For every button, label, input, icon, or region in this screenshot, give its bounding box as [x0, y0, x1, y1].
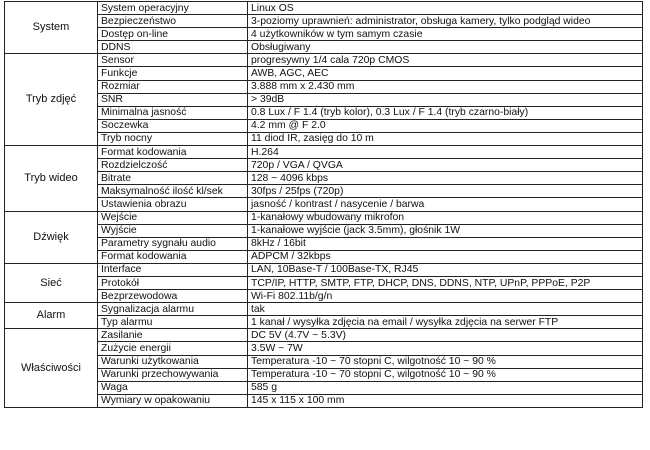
parameter-cell: Zużycie energii [98, 342, 248, 355]
table-row [5, 15, 643, 28]
table-row [5, 211, 643, 224]
value-cell: 1 kanał / wysyłka zdjęcia na email / wysyłka zdjęcia na serwer FTP [248, 316, 643, 329]
parameter-cell: Rozdzielczość [98, 159, 248, 172]
value-cell: Temperatura -10 ~ 70 stopni C, wilgotność 10 ~ 90 % [248, 368, 643, 381]
table-row [5, 381, 643, 394]
value-cell: 128 ~ 4096 kbps [248, 172, 643, 185]
parameter-cell: Minimalna jasność [98, 106, 248, 119]
spec-table-body [5, 2, 643, 408]
value-cell: tak [248, 303, 643, 316]
table-row [5, 93, 643, 106]
table-row [5, 2, 643, 15]
parameter-cell: Parametry sygnału audio [98, 237, 248, 250]
value-cell: AWB, AGC, AEC [248, 67, 643, 80]
value-cell: jasność / kontrast / nasycenie / barwa [248, 198, 643, 211]
parameter-cell: Protokół [98, 276, 248, 289]
value-cell: Wi-Fi 802.11b/g/n [248, 290, 643, 303]
category-cell: Sieć [5, 263, 98, 302]
table-row [5, 329, 643, 342]
parameter-cell: Zasilanie [98, 329, 248, 342]
value-cell: 145 x 115 x 100 mm [248, 394, 643, 407]
value-cell: progresywny 1/4 cala 720p CMOS [248, 54, 643, 67]
table-row [5, 80, 643, 93]
value-cell: 3.888 mm x 2.430 mm [248, 80, 643, 93]
parameter-cell: Rozmiar [98, 80, 248, 93]
category-cell: System [5, 2, 98, 54]
table-row [5, 237, 643, 250]
value-cell: 3-poziomy uprawnień: administrator, obsługa kamery, tylko podgląd wideo [248, 15, 643, 28]
value-cell: Linux OS [248, 2, 643, 15]
parameter-cell: System operacyjny [98, 2, 248, 15]
value-cell: 4.2 mm @ F 2.0 [248, 119, 643, 132]
value-cell: > 39dB [248, 93, 643, 106]
table-row [5, 250, 643, 263]
category-cell: Alarm [5, 303, 98, 329]
table-row [5, 54, 643, 67]
value-cell: H.264 [248, 146, 643, 159]
table-row [5, 290, 643, 303]
value-cell: 1-kanałowe wyjście (jack 3.5mm), głośnik 1W [248, 224, 643, 237]
value-cell: TCP/IP, HTTP, SMTP, FTP, DHCP, DNS, DDNS, NTP, UPnP, PPPoE, P2P [248, 276, 643, 289]
table-row [5, 368, 643, 381]
parameter-cell: Dostęp on-line [98, 28, 248, 41]
value-cell: DC 5V (4.7V ~ 5.3V) [248, 329, 643, 342]
table-row [5, 263, 643, 276]
table-row [5, 198, 643, 211]
value-cell: LAN, 10Base-T / 100Base-TX, RJ45 [248, 263, 643, 276]
parameter-cell: DDNS [98, 41, 248, 54]
table-row [5, 276, 643, 289]
parameter-cell: Funkcje [98, 67, 248, 80]
parameter-cell: Wejście [98, 211, 248, 224]
table-row [5, 28, 643, 41]
table-row [5, 119, 643, 132]
value-cell: 30fps / 25fps (720p) [248, 185, 643, 198]
parameter-cell: Sygnalizacja alarmu [98, 303, 248, 316]
parameter-cell: Interface [98, 263, 248, 276]
table-row [5, 159, 643, 172]
table-row [5, 355, 643, 368]
value-cell: 720p / VGA / QVGA [248, 159, 643, 172]
table-row [5, 394, 643, 407]
table-row [5, 132, 643, 145]
table-row [5, 224, 643, 237]
value-cell: 4 użytkowników w tym samym czasie [248, 28, 643, 41]
parameter-cell: Waga [98, 381, 248, 394]
table-row [5, 303, 643, 316]
parameter-cell: Warunki przechowywania [98, 368, 248, 381]
category-cell: Tryb zdjęć [5, 54, 98, 146]
value-cell: 1-kanałowy wbudowany mikrofon [248, 211, 643, 224]
parameter-cell: Format kodowania [98, 146, 248, 159]
parameter-cell: Format kodowania [98, 250, 248, 263]
parameter-cell: Maksymalność ilość kl/sek [98, 185, 248, 198]
category-cell: Dźwięk [5, 211, 98, 263]
parameter-cell: Warunki użytkowania [98, 355, 248, 368]
value-cell: Obsługiwany [248, 41, 643, 54]
category-cell: Właściwości [5, 329, 98, 408]
parameter-cell: Wymiary w opakowaniu [98, 394, 248, 407]
value-cell: 11 diod IR, zasięg do 10 m [248, 132, 643, 145]
parameter-cell: SNR [98, 93, 248, 106]
table-row [5, 146, 643, 159]
table-row [5, 67, 643, 80]
parameter-cell: Bezpieczeństwo [98, 15, 248, 28]
parameter-cell: Sensor [98, 54, 248, 67]
parameter-cell: Bezprzewodowa [98, 290, 248, 303]
table-row [5, 185, 643, 198]
value-cell: 585 g [248, 381, 643, 394]
category-cell: Tryb wideo [5, 146, 98, 211]
parameter-cell: Wyjście [98, 224, 248, 237]
value-cell: 0.8 Lux / F 1.4 (tryb kolor), 0.3 Lux / F 1.4 (tryb czarno-biały) [248, 106, 643, 119]
parameter-cell: Ustawienia obrazu [98, 198, 248, 211]
parameter-cell: Typ alarmu [98, 316, 248, 329]
spec-table [4, 1, 643, 408]
table-row [5, 172, 643, 185]
parameter-cell: Bitrate [98, 172, 248, 185]
table-row [5, 106, 643, 119]
parameter-cell: Soczewka [98, 119, 248, 132]
value-cell: 3.5W ~ 7W [248, 342, 643, 355]
table-row [5, 316, 643, 329]
table-row [5, 41, 643, 54]
table-row [5, 342, 643, 355]
value-cell: 8kHz / 16bit [248, 237, 643, 250]
value-cell: ADPCM / 32kbps [248, 250, 643, 263]
parameter-cell: Tryb nocny [98, 132, 248, 145]
value-cell: Temperatura -10 ~ 70 stopni C, wilgotność 10 ~ 90 % [248, 355, 643, 368]
